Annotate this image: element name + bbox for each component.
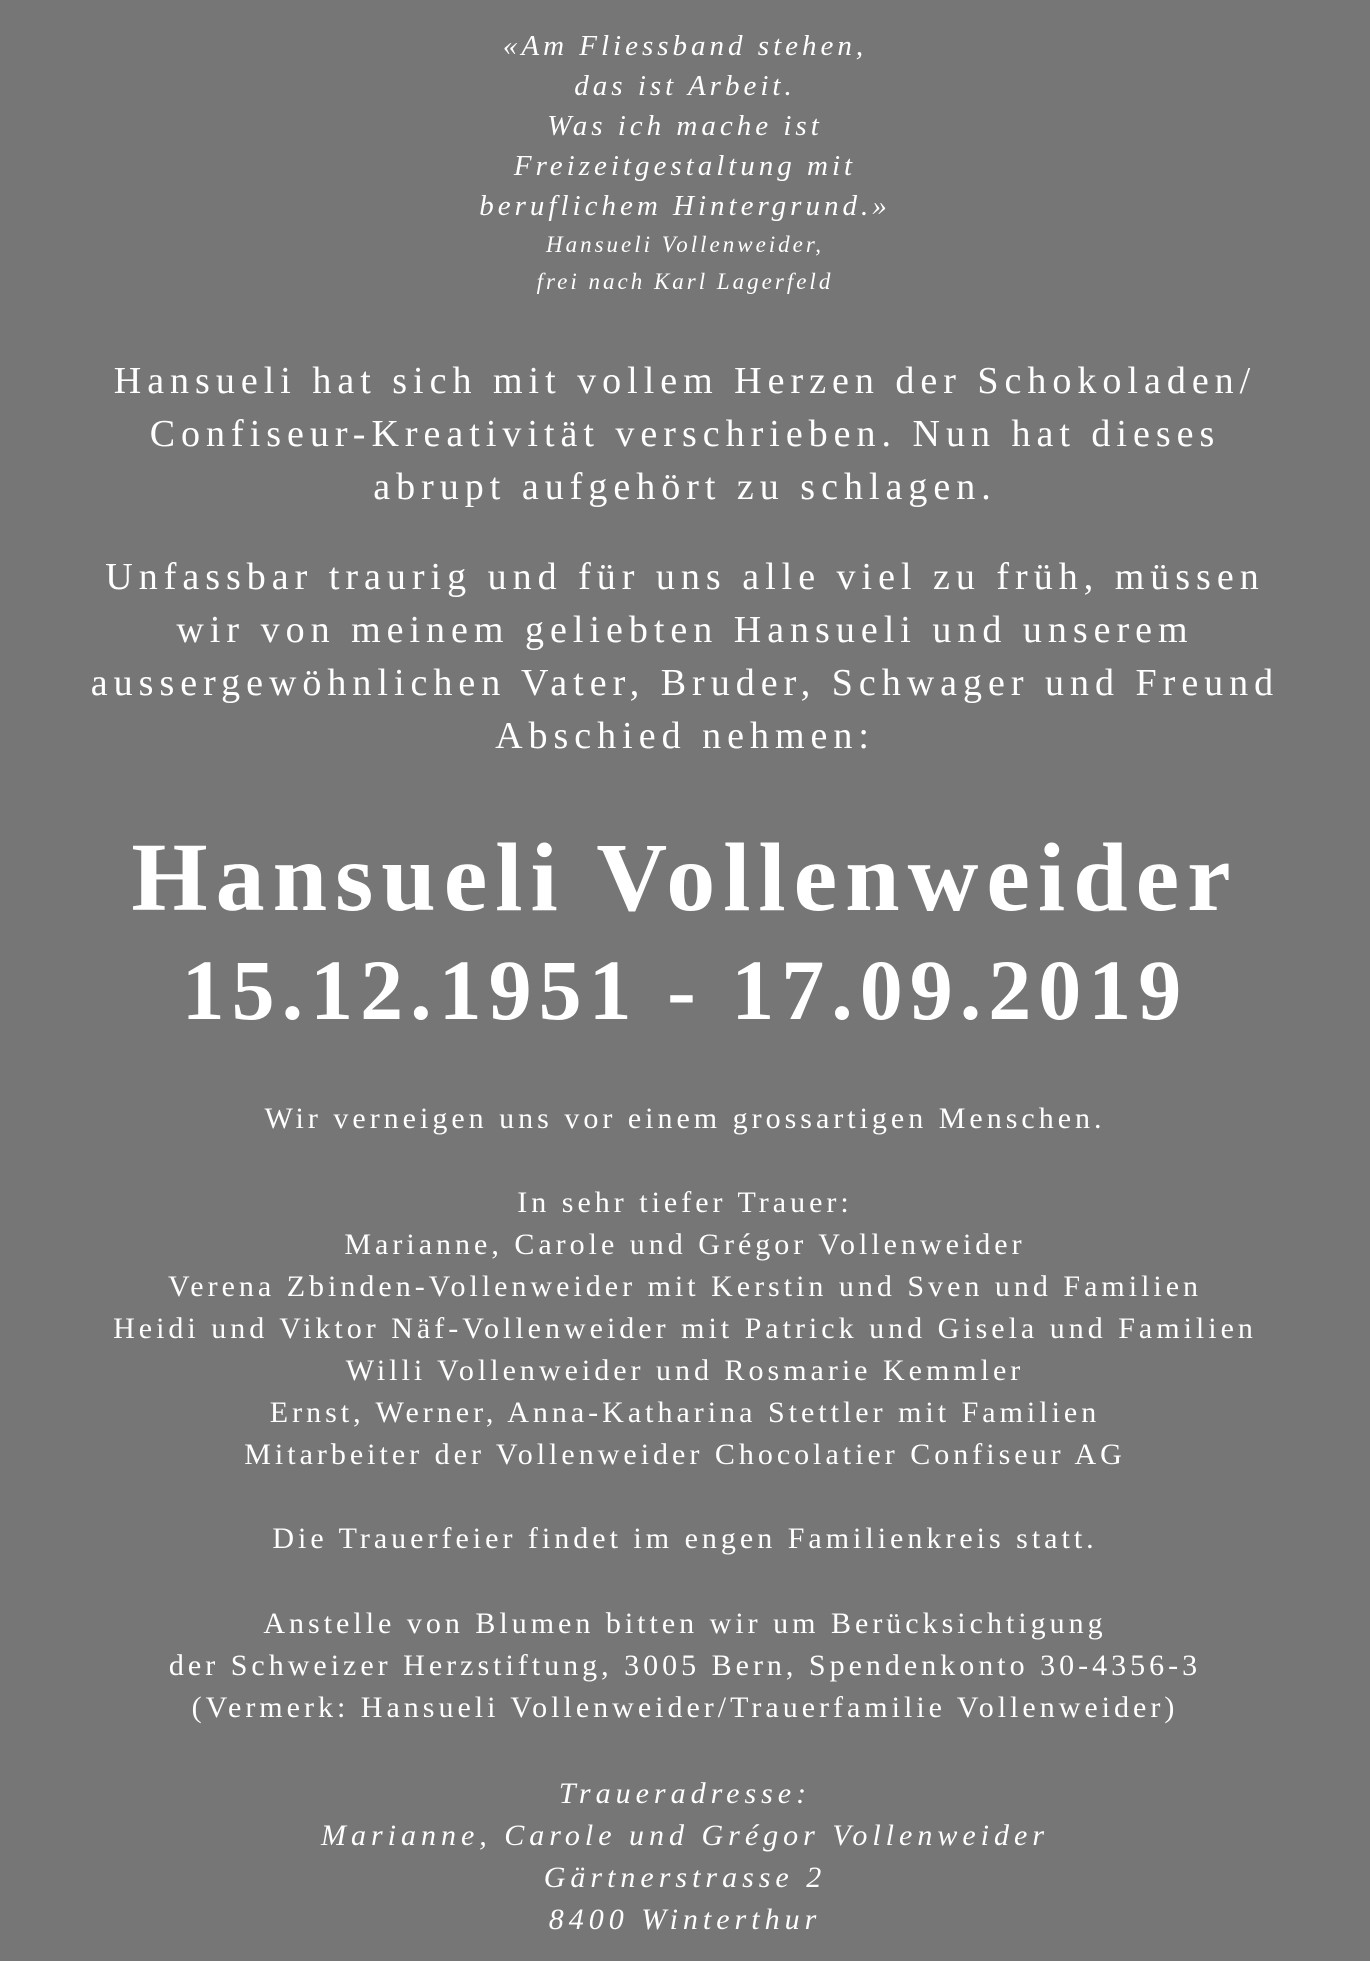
ceremony-note	[0, 1518, 1370, 1560]
quote-line: das ist Arbeit.	[574, 70, 796, 102]
tribute-text: Wir verneigen uns vor einem grossartigen Menschen.	[264, 1102, 1106, 1135]
quote-attribution: frei nach Karl Lagerfeld	[536, 269, 834, 294]
intro-line: wir von meinem geliebten Hansueli und unserem	[176, 609, 1194, 651]
address-line: Gärtnerstrasse 2	[543, 1861, 827, 1894]
deceased-name: Hansueli Vollenweider	[131, 824, 1239, 932]
quote-line: «Am Fliessband stehen,	[502, 30, 868, 62]
quote-line: Was ich mache ist	[547, 110, 823, 142]
life-dates: 15.12.1951 - 17.09.2019	[181, 942, 1189, 1038]
mourner-line: Marianne, Carole und Grégor Vollenweider	[344, 1228, 1026, 1261]
address-line: Marianne, Carole und Grégor Vollenweider	[320, 1819, 1049, 1852]
mourner-line: Mitarbeiter der Vollenweider Chocolatier Confiseur AG	[244, 1438, 1126, 1471]
mourning-address	[0, 1773, 1370, 1941]
intro-line: abrupt aufgehört zu schlagen.	[373, 466, 997, 508]
donation-line: (Vermerk: Hansueli Vollenweider/Trauerfamilie Vollenweider)	[191, 1691, 1179, 1724]
intro-line: Confiseur-Kreativität verschrieben. Nun hat dieses	[149, 413, 1221, 455]
address-heading: Traueradresse:	[558, 1777, 812, 1810]
intro-line: Unfassbar traurig und für uns alle viel zu früh, müssen	[105, 556, 1265, 598]
intro-line: Abschied nehmen:	[495, 715, 875, 757]
quote-line: Freizeitgestaltung mit	[513, 150, 857, 182]
mourners-list	[0, 1182, 1370, 1476]
intro-line: Hansueli hat sich mit vollem Herzen der Schokoladen/	[113, 360, 1257, 402]
mourner-line: Willi Vollenweider und Rosmarie Kemmler	[345, 1354, 1025, 1387]
mourner-line: Ernst, Werner, Anna-Katharina Stettler mit Familien	[269, 1396, 1101, 1429]
lagerfeld-quote	[0, 26, 1370, 300]
donation-note	[0, 1603, 1370, 1729]
intro-paragraph-1	[0, 355, 1370, 514]
donation-line: Anstelle von Blumen bitten wir um Berücksichtigung	[263, 1607, 1107, 1640]
address-line: 8400 Winterthur	[548, 1903, 822, 1936]
intro-line: aussergewöhnlichen Vater, Bruder, Schwager und Freund	[90, 662, 1280, 704]
intro-paragraph-2	[0, 551, 1370, 763]
mourner-line: Verena Zbinden-Vollenweider mit Kerstin und Sven und Familien	[167, 1270, 1203, 1303]
donation-line: der Schweizer Herzstiftung, 3005 Bern, Spendenkonto 30-4356-3	[168, 1649, 1202, 1682]
quote-attribution: Hansueli Vollenweider,	[545, 232, 825, 257]
quote-line: beruflichem Hintergrund.»	[479, 190, 891, 222]
ceremony-text: Die Trauerfeier findet im engen Familienkreis statt.	[272, 1522, 1098, 1555]
mourner-line: Heidi und Viktor Näf-Vollenweider mit Patrick und Gisela und Familien	[113, 1312, 1257, 1345]
mourners-heading: In sehr tiefer Trauer:	[517, 1186, 853, 1219]
tribute-line	[0, 1098, 1370, 1140]
